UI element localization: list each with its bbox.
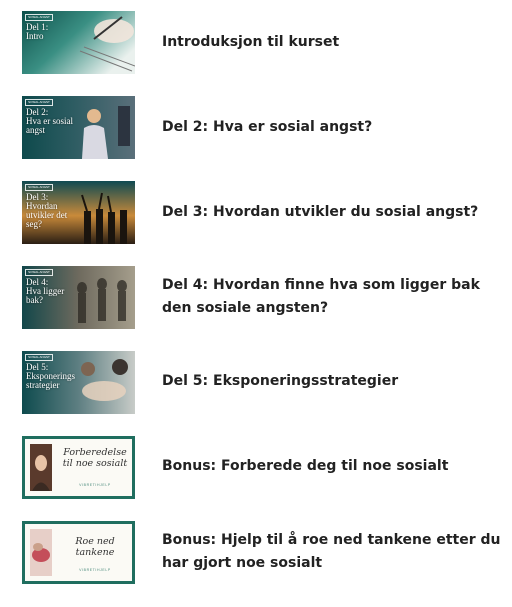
thumbnail-text: Forberedelse til noe sosialt — [62, 447, 128, 469]
course-tag: SOSIAL ANGST — [25, 14, 53, 21]
thumbnail-text: Del 1: Intro — [26, 22, 49, 41]
lesson-thumbnail[interactable] — [22, 181, 135, 244]
lesson-title[interactable]: Del 4: Hvordan finne hva som ligger bak den sosiale angsten? — [162, 277, 480, 316]
lesson-thumbnail[interactable] — [22, 351, 135, 414]
resting-person-image — [30, 529, 52, 576]
course-tag: SOSIAL ANGST — [25, 184, 53, 191]
lesson-thumbnail[interactable] — [22, 436, 135, 499]
lesson-thumbnail[interactable] — [22, 96, 135, 159]
lesson-thumbnail[interactable] — [22, 521, 135, 584]
lesson-title[interactable]: Del 3: Hvordan utvikler du sosial angst? — [162, 204, 479, 220]
thumbnail-text: Roe ned tankene — [75, 536, 115, 558]
lesson-title[interactable]: Bonus: Hjelp til å roe ned tankene etter du har gjort noe sosialt — [162, 532, 501, 571]
course-tag: SOSIAL ANGST — [25, 269, 53, 276]
course-tag: SOSIAL ANGST — [25, 99, 53, 106]
brand-text: VIBRETIHJELP — [79, 483, 111, 487]
thumbnail-text: Del 4: Hva ligger bak? — [26, 277, 65, 305]
lesson-title[interactable]: Introduksjon til kurset — [162, 34, 340, 50]
lesson-thumbnail[interactable] — [22, 266, 135, 329]
brand-text: VIBRETIHJELP — [79, 568, 111, 572]
thumbnail-text: Del 3: Hvordan utvikler det seg? — [26, 192, 68, 229]
course-tag: SOSIAL ANGST — [25, 354, 53, 361]
lesson-title[interactable]: Del 2: Hva er sosial angst? — [162, 119, 373, 135]
thumbnail-text: Del 2: Hva er sosial angst — [26, 107, 73, 135]
woman-portrait-image — [30, 444, 52, 491]
thumbnail-text: Del 5: Eksponerings strategier — [26, 362, 75, 390]
lesson-title[interactable]: Bonus: Forberede deg til noe sosialt — [162, 458, 449, 474]
lesson-thumbnail[interactable] — [22, 11, 135, 74]
lesson-title[interactable]: Del 5: Eksponeringsstrategier — [162, 373, 399, 389]
